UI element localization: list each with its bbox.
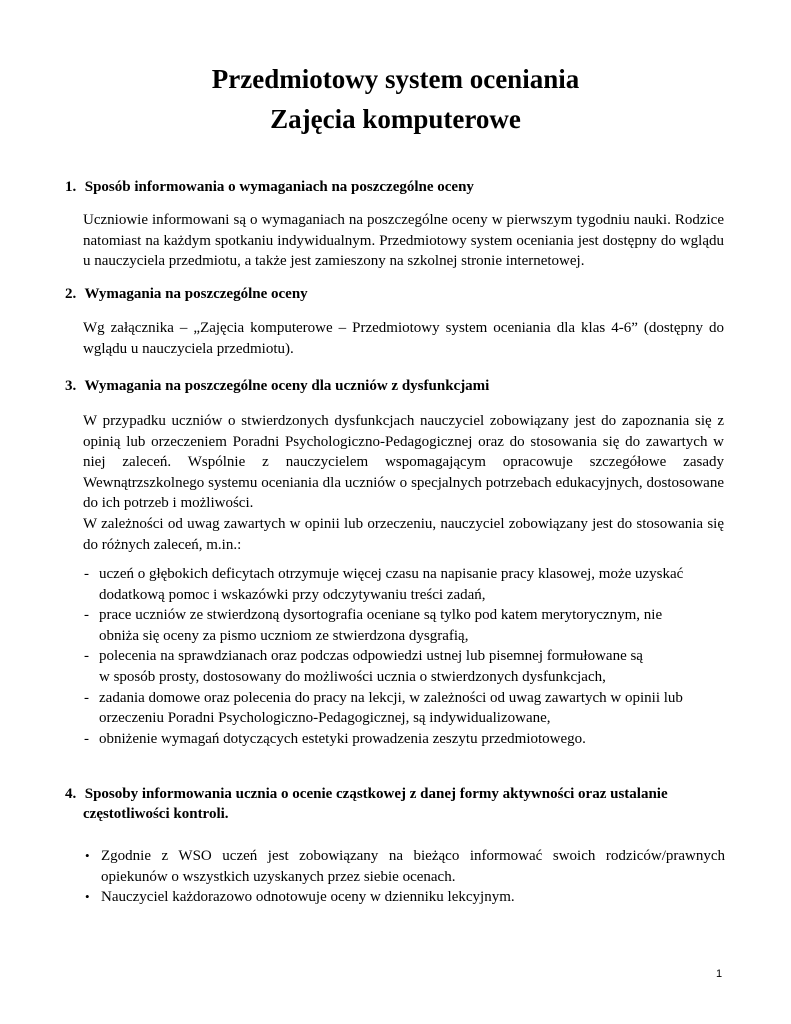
section-3-number: 3. <box>65 378 77 394</box>
list-item <box>83 887 725 908</box>
list-item-text: Nauczyciel każdorazowo odnotowuje oceny w dzienniku lekcyjnym. <box>101 889 515 905</box>
list-dash-marker: - <box>84 566 89 582</box>
document-title: Przedmiotowy system oceniania <box>211 64 580 94</box>
list-dash-marker: - <box>84 607 89 624</box>
section-1-paragraph: Uczniowie informowani są o wymaganiach na poszczególne oceny w pierwszym tygodniu nauki. Rodzice natomiast na każdym spotkaniu indywidualnym. Przedmiotowy system oceniania jest dostępny do wglądu u nauczyciela przedmiotu, a także jest zamieszony na szkolnej stronie internetowej. <box>83 212 724 269</box>
list-dash-marker: - <box>84 730 89 747</box>
section-4-bullet-list <box>83 846 725 908</box>
list-item <box>65 605 725 646</box>
section-3-heading-text: Wymagania na poszczególne oceny dla uczniów z dysfunkcjami <box>84 378 490 394</box>
list-item <box>65 688 725 729</box>
section-2-paragraph: Wg załącznika – „Zajęcia komputerowe – Przedmiotowy system oceniania dla klas 4-6” (dostępny do wglądu u nauczyciela przedmiotu). <box>83 320 724 357</box>
section-3-heading <box>65 376 727 396</box>
list-item <box>65 564 725 605</box>
list-item-line: uczeń o głębokich deficytach otrzymuje więcej czasu na napisanie pracy klasowej, może uzyskać <box>99 566 684 582</box>
list-item-line: polecenia na sprawdzianach oraz podczas odpowiedzi ustnej lub pisemnej formułowane są <box>99 648 643 665</box>
section-2-heading-text: Wymagania na poszczególne oceny <box>84 286 308 302</box>
list-item-line: prace uczniów ze stwierdzoną dysortografia oceniane są tylko pod katem merytorycznym, nie <box>99 607 663 624</box>
list-item-line: obniżenie wymagań dotyczących estetyki prowadzenia zeszytu przedmiotowego. <box>99 730 586 747</box>
section-3-paragraph-2: W zależności od uwag zawartych w opinii lub orzeczeniu, nauczyciel zobowiązany jest do stosowania się do różnych zaleceń, m.in.: <box>83 516 724 553</box>
section-4-heading <box>65 784 727 824</box>
list-item-line: w sposób prosty, dostosowany do możliwości ucznia o stwierdzonych dysfunkcjach, <box>99 668 606 685</box>
list-item-line: orzeczeniu Poradni Psychologiczno-Pedagogicznej, są indywidualizowane, <box>99 710 551 727</box>
list-item <box>65 729 725 750</box>
list-item-line: zadania domowe oraz polecenia do pracy na lekcji, w zależności od uwag zawartych w opinii lub <box>99 689 683 706</box>
section-4-number: 4. <box>65 786 77 802</box>
section-3-paragraph-1: W przypadku uczniów o stwierdzonych dysfunkcjach nauczyciel zobowiązany jest do zapoznania się z opinią lub orzeczeniem Poradni Psychologiczno-Pedagogicznej oraz do stosowania się do zawartych w niej zaleceń. Wspólnie z nauczycielem wspomagającym opracowuje szczegółowe zasady Wewnątrzszkolnego systemu oceniania dla uczniów o specjalnych potrzebach edukacyjnych, dostosowane do ich potrzeb i możliwości. <box>83 413 724 511</box>
bullet-marker: • <box>85 889 90 904</box>
section-4-heading-text-continued: częstotliwości kontroli. <box>83 806 229 822</box>
list-item <box>65 646 725 687</box>
section-3-recommendations-list <box>65 564 725 749</box>
list-item-line: obniża się oceny za pismo uczniom ze stwierdzona dysgrafią, <box>99 627 469 644</box>
section-2-heading <box>65 284 727 304</box>
section-2-number: 2. <box>65 286 77 302</box>
list-item <box>83 846 725 887</box>
section-1-number: 1. <box>65 179 77 195</box>
bullet-marker: • <box>85 848 90 863</box>
list-dash-marker: - <box>84 648 89 665</box>
list-item-text: Zgodnie z WSO uczeń jest zobowiązany na bieżąco informować swoich rodziców/prawnych opiekunów o wszystkich uzyskanych przez siebie ocenach. <box>101 848 725 885</box>
page-number: 1 <box>716 968 723 980</box>
section-1-heading <box>65 177 727 197</box>
section-4-heading-text: Sposoby informowania ucznia o ocenie cząstkowej z danej formy aktywności oraz ustalanie <box>84 786 668 802</box>
list-item-line: dodatkową pomoc i wskazówki przy odczytywaniu treści zadań, <box>99 586 486 603</box>
document-subtitle: Zajęcia komputerowe <box>270 104 521 134</box>
list-dash-marker: - <box>84 689 89 706</box>
section-1-heading-text: Sposób informowania o wymaganiach na poszczególne oceny <box>84 179 474 195</box>
